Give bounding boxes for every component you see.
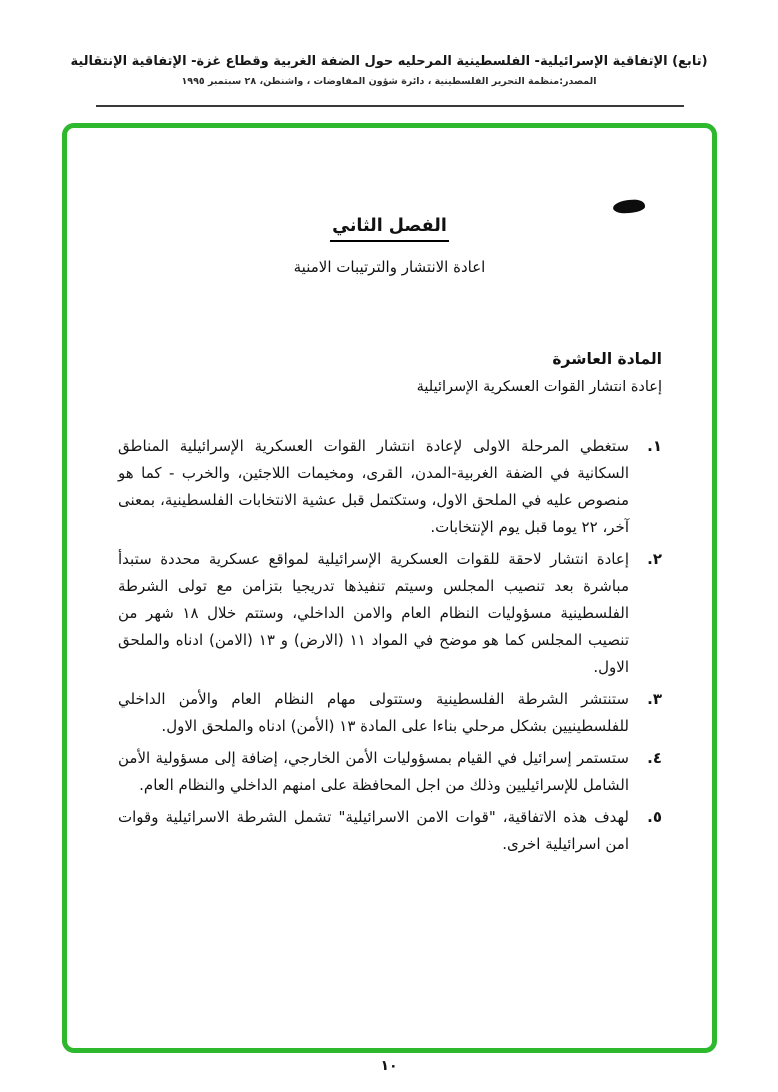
frame-inner	[67, 128, 712, 1048]
content-frame	[62, 123, 717, 1053]
list-item-text: ستغطي المرحلة الاولى لإعادة انتشار القوات العسكرية الإسرائيلية المناطق السكانية في الضفة الغربية-المدن، القرى، ومخيمات اللاجئين، والخرب - كما هو منصوص عليه في الملحق الاول، وستكتمل قبل عشية الانتخابات الفلسطينية، بمعنى آخر، ٢٢ يوما قبل يوم الإنتخابات.	[118, 437, 629, 536]
article-title: المادة العاشرة	[552, 350, 662, 368]
article-subtitle: إعادة انتشار القوات العسكرية الإسرائيلية	[416, 379, 662, 395]
header-source-line: المصدر:منظمة التحرير الفلسطينية ، دائرة شؤون المفاوضات ، واشنطن، ٢٨ سبتمبر ١٩٩٥	[181, 76, 597, 87]
article-body-list	[118, 433, 662, 863]
header-divider	[96, 105, 684, 107]
list-item-text: ستنتشر الشرطة الفلسطينية وستتولى مهام النظام العام والأمن الداخلي للفلسطينيين بشكل مرحلي بناءا على المادة ١٣ (الأمن) ادناه والملحق الاول.	[118, 690, 629, 735]
list-item-number: ١.	[647, 437, 662, 455]
list-item	[118, 546, 662, 681]
header-title: (تابع) الإتفاقية الإسرائيلية- الفلسطينية المرحليه حول الضفة الغربية وقطاع غزة- الإتفاقية الإنتقالية	[70, 54, 708, 69]
list-item-text: إعادة انتشار لاحقة للقوات العسكرية الإسرائيلية لمواقع عسكرية محددة ستبدأ مباشرة بعد تنصيب المجلس وسيتم تنفيذها تدريجيا بتزامن مع تولى الشرطة الفلسطينية مسؤوليات النظام العام والامن الداخلي، وستتم خلال ١٨ شهر من تنصيب المجلس كما هو موضح في المواد ١١ (الارض) و ١٣ (الامن) ادناه والملحق الاول.	[118, 550, 629, 676]
ink-smudge-mark	[613, 199, 646, 214]
document-header	[0, 54, 778, 87]
list-item	[118, 433, 662, 541]
article-heading	[417, 350, 662, 395]
list-item-number: ٤.	[647, 749, 662, 767]
page-number: ١٠	[380, 1058, 398, 1074]
chapter-subtitle: اعادة الانتشار والترتيبات الامنية	[293, 258, 486, 276]
chapter-title: الفصل الثاني	[330, 216, 449, 242]
list-item-text: لهدف هذه الاتفاقية، "قوات الامن الاسرائيلية" تشمل الشرطة الاسرائيلية وقوات امن اسرائيلية اخرى.	[118, 808, 629, 853]
list-item-number: ٥.	[647, 808, 662, 826]
list-item-text: ستستمر إسرائيل في القيام بمسؤوليات الأمن الخارجي، إضافة إلى مسؤولية الأمن الشامل للإسرائيليين وذلك من اجل المحافظة على امنهم الداخلي والنظام العام.	[118, 749, 629, 794]
list-item	[118, 804, 662, 858]
list-item-number: ٣.	[647, 690, 662, 708]
chapter-heading	[67, 216, 712, 276]
list-item-number: ٢.	[647, 550, 662, 568]
list-item	[118, 745, 662, 799]
list-item	[118, 686, 662, 740]
